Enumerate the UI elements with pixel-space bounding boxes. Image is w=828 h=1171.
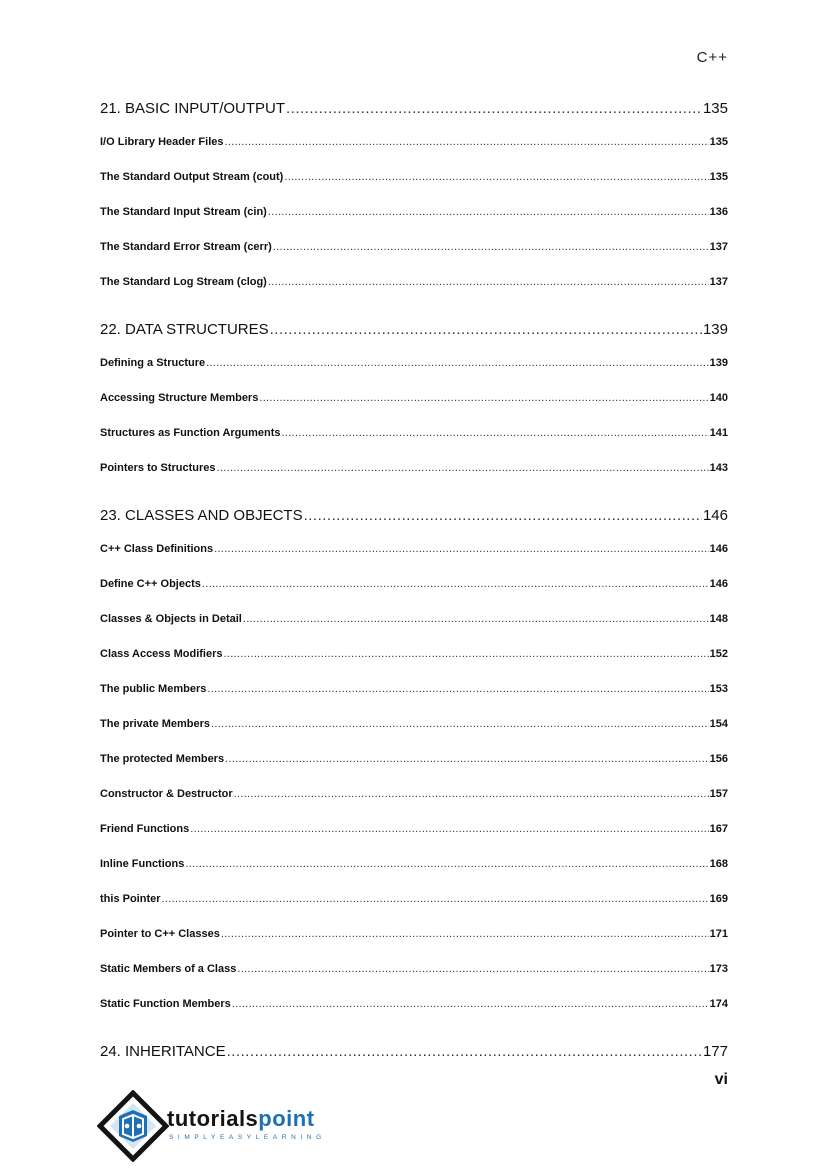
toc-dot-leader	[162, 893, 709, 905]
toc-section-entry[interactable]	[100, 963, 728, 975]
toc-entry-page-number: 139	[709, 357, 728, 369]
toc-dot-leader	[273, 241, 709, 253]
toc-entry-label: I/O Library Header Files	[100, 136, 224, 148]
toc-section-entry[interactable]	[100, 578, 728, 590]
toc-entry-page-number: 157	[709, 788, 728, 800]
toc-entry-label: Friend Functions	[100, 823, 190, 835]
toc-section-entry[interactable]	[100, 206, 728, 218]
toc-dot-leader	[237, 963, 708, 975]
toc-dot-leader	[190, 823, 708, 835]
toc-section-entry[interactable]	[100, 171, 728, 183]
toc-entry-page-number: 152	[709, 648, 728, 660]
toc-entry-label: 22. DATA STRUCTURES	[100, 321, 269, 338]
toc-entry-page-number: 135	[709, 136, 728, 148]
toc-section-entry[interactable]	[100, 462, 728, 474]
toc-section-entry[interactable]	[100, 893, 728, 905]
toc-entry-page-number: 148	[709, 613, 728, 625]
toc-entry-page-number: 168	[709, 858, 728, 870]
toc-section-entry[interactable]	[100, 392, 728, 404]
toc-section-entry[interactable]	[100, 998, 728, 1010]
toc-entry-label: The Standard Input Stream (cin)	[100, 206, 267, 218]
toc-section-entry[interactable]	[100, 276, 728, 288]
toc-entry-label: C++ Class Definitions	[100, 543, 214, 555]
toc-dot-leader	[268, 206, 709, 218]
toc-chapter-entry[interactable]	[100, 507, 728, 524]
toc-entry-page-number: 174	[709, 998, 728, 1010]
tutorialspoint-diamond-logo-icon	[97, 1090, 169, 1162]
toc-entry-label: Define C++ Objects	[100, 578, 201, 590]
toc-section-entry[interactable]	[100, 136, 728, 148]
toc-dot-leader	[243, 613, 709, 625]
logo-word-main: tutorials	[167, 1106, 259, 1131]
toc-entry-label: 21. BASIC INPUT/OUTPUT	[100, 100, 286, 117]
toc-entry-page-number: 146	[702, 507, 728, 524]
logo-word-accent: point	[258, 1106, 315, 1131]
toc-entry-label: Classes & Objects in Detail	[100, 613, 242, 625]
toc-dot-leader	[270, 321, 702, 338]
toc-chapter-entry[interactable]	[100, 100, 728, 117]
toc-entry-label: Defining a Structure	[100, 357, 206, 369]
toc-dot-leader	[214, 543, 709, 555]
toc-entry-label: The public Members	[100, 683, 207, 695]
toc-entry-label: The protected Members	[100, 753, 225, 765]
toc-dot-leader	[232, 998, 709, 1010]
toc-dot-leader	[286, 100, 702, 117]
toc-section-entry[interactable]	[100, 718, 728, 730]
toc-dot-leader	[202, 578, 709, 590]
toc-dot-leader	[217, 462, 709, 474]
toc-dot-leader	[206, 357, 709, 369]
toc-entry-label: this Pointer	[100, 893, 161, 905]
toc-section-entry[interactable]	[100, 241, 728, 253]
toc-entry-label: Static Function Members	[100, 998, 231, 1010]
toc-entry-page-number: 156	[709, 753, 728, 765]
toc-dot-leader	[268, 276, 709, 288]
toc-entry-page-number: 139	[702, 321, 728, 338]
toc-entry-label: The private Members	[100, 718, 211, 730]
toc-entry-label: Structures as Function Arguments	[100, 427, 281, 439]
toc-entry-label: Pointers to Structures	[100, 462, 216, 474]
toc-entry-label: Static Members of a Class	[100, 963, 237, 975]
toc-entry-label: 24. INHERITANCE	[100, 1043, 226, 1060]
toc-dot-leader	[225, 136, 709, 148]
toc-section-entry[interactable]	[100, 858, 728, 870]
toc-entry-page-number: 143	[709, 462, 728, 474]
toc-section-entry[interactable]	[100, 427, 728, 439]
toc-section-entry[interactable]	[100, 683, 728, 695]
toc-entry-label: 23. CLASSES AND OBJECTS	[100, 507, 303, 524]
page-number: vi	[714, 1071, 728, 1088]
logo-wordmark	[167, 1106, 315, 1132]
toc-entry-label: Class Access Modifiers	[100, 648, 223, 660]
logo-tagline: SIMPLYEASYLEARNING	[169, 1134, 326, 1141]
toc-entry-page-number: 167	[709, 823, 728, 835]
toc-section-entry[interactable]	[100, 788, 728, 800]
toc-dot-leader	[227, 1043, 702, 1060]
toc-entry-page-number: 171	[709, 928, 728, 940]
toc-entry-page-number: 137	[709, 241, 728, 253]
toc-entry-page-number: 141	[709, 427, 728, 439]
toc-section-entry[interactable]	[100, 753, 728, 765]
toc-entry-page-number: 169	[709, 893, 728, 905]
toc-dot-leader	[259, 392, 708, 404]
toc-entry-label: The Standard Log Stream (clog)	[100, 276, 267, 288]
toc-dot-leader	[304, 507, 702, 524]
toc-entry-label: Accessing Structure Members	[100, 392, 259, 404]
toc-dot-leader	[225, 753, 709, 765]
toc-entry-label: Constructor & Destructor	[100, 788, 233, 800]
toc-dot-leader	[211, 718, 709, 730]
toc-dot-leader	[221, 928, 709, 940]
toc-section-entry[interactable]	[100, 648, 728, 660]
toc-entry-label: Pointer to C++ Classes	[100, 928, 220, 940]
toc-section-entry[interactable]	[100, 357, 728, 369]
toc-dot-leader	[207, 683, 708, 695]
toc-section-entry[interactable]	[100, 823, 728, 835]
toc-entry-page-number: 146	[709, 578, 728, 590]
toc-dot-leader	[185, 858, 708, 870]
toc-entry-page-number: 135	[709, 171, 728, 183]
toc-entry-page-number: 136	[709, 206, 728, 218]
tutorialspoint-logo	[97, 1090, 357, 1162]
toc-entry-page-number: 154	[709, 718, 728, 730]
toc-section-entry[interactable]	[100, 543, 728, 555]
toc-section-entry[interactable]	[100, 928, 728, 940]
toc-entry-page-number: 177	[702, 1043, 728, 1060]
toc-entry-label: Inline Functions	[100, 858, 185, 870]
toc-entry-page-number: 137	[709, 276, 728, 288]
document-header-title: C++	[696, 49, 728, 66]
toc-dot-leader	[284, 171, 708, 183]
toc-chapter-entry[interactable]	[100, 1043, 728, 1060]
toc-dot-leader	[234, 788, 709, 800]
toc-dot-leader	[282, 427, 709, 439]
toc-section-entry[interactable]	[100, 613, 728, 625]
toc-entry-label: The Standard Error Stream (cerr)	[100, 241, 272, 253]
toc-entry-label: The Standard Output Stream (cout)	[100, 171, 284, 183]
toc-dot-leader	[223, 648, 708, 660]
toc-entry-page-number: 153	[709, 683, 728, 695]
toc-entry-page-number: 140	[709, 392, 728, 404]
toc-entry-page-number: 173	[709, 963, 728, 975]
toc-chapter-entry[interactable]	[100, 321, 728, 338]
toc-entry-page-number: 146	[709, 543, 728, 555]
toc-entry-page-number: 135	[702, 100, 728, 117]
